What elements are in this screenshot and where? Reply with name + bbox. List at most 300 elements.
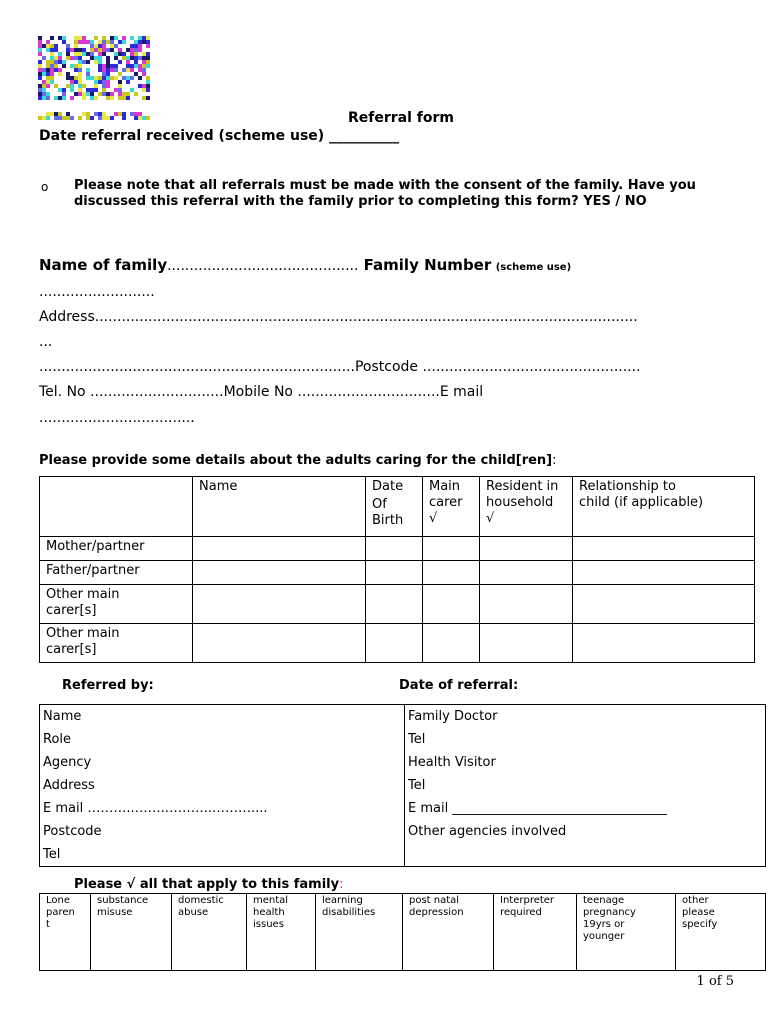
- main-carer-cell[interactable]: [423, 537, 480, 561]
- resident-cell[interactable]: [480, 537, 573, 561]
- table-row: [40, 585, 755, 624]
- logo-pixel: [78, 36, 82, 40]
- logo-pixel: [78, 84, 82, 88]
- logo-pixel: [98, 52, 102, 56]
- logo-pixel: [70, 40, 74, 44]
- referrer-name-field[interactable]: Name: [43, 709, 82, 724]
- logo-pixel: [146, 88, 150, 92]
- logo-pixel: [38, 36, 42, 40]
- apply-checkbox-cell[interactable]: [494, 894, 577, 971]
- logo-pixel: [122, 88, 126, 92]
- apply-cell-label: 19yrs or: [583, 919, 625, 930]
- apply-cell-label: Interpreter: [500, 895, 555, 906]
- logo-pixel: [66, 116, 70, 120]
- logo-pixel: [62, 116, 66, 120]
- resident-line: household: [486, 495, 554, 510]
- logo-pixel: [138, 44, 142, 48]
- logo-pixel: [90, 96, 94, 100]
- logo-pixel: [142, 56, 146, 60]
- logo-pixel: [86, 92, 90, 96]
- logo-pixel: [86, 52, 90, 56]
- logo-pixel: [74, 92, 78, 96]
- postcode-field[interactable]: .......................................................................Postcode .................................................: [39, 359, 641, 375]
- logo-pixel: [146, 60, 150, 64]
- logo-pixel: [102, 52, 106, 56]
- apply-checkbox-cell[interactable]: [403, 894, 494, 971]
- table-header-row: [40, 477, 755, 537]
- logo-pixel: [106, 84, 110, 88]
- logo-pixel: [54, 76, 58, 80]
- logo-pixel: [46, 80, 50, 84]
- logo-pixel: [58, 96, 62, 100]
- logo-pixel: [110, 116, 114, 120]
- logo-pixel: [138, 56, 142, 60]
- table-row: [40, 624, 755, 663]
- logo-pixel: [118, 60, 122, 64]
- resident-line: Resident in: [486, 479, 559, 494]
- name-cell[interactable]: [193, 537, 366, 561]
- logo-pixel: [58, 112, 62, 116]
- logo-pixel: [98, 92, 102, 96]
- logo-pixel: [38, 84, 42, 88]
- logo-pixel: [130, 40, 134, 44]
- referrer-email-field[interactable]: E mail ………..…….………..………....: [43, 801, 268, 816]
- row-label-line: Other main: [46, 587, 120, 602]
- adults-heading: [39, 453, 557, 468]
- logo-pixel: [114, 52, 118, 56]
- logo-pixel: [110, 36, 114, 40]
- referrer-agency-field[interactable]: Agency: [43, 755, 92, 770]
- logo-pixel: [62, 64, 66, 68]
- referrer-tel-field[interactable]: Tel: [43, 847, 61, 862]
- apply-cell-label: substance: [97, 895, 149, 906]
- logo-pixel: [42, 84, 46, 88]
- logo-pixel: [118, 84, 122, 88]
- logo-pixel: [130, 44, 134, 48]
- logo-pixel: [134, 92, 138, 96]
- logo-pixel: [54, 112, 58, 116]
- logo-pixel: [98, 88, 102, 92]
- logo-pixel: [114, 96, 118, 100]
- logo-pixel: [114, 56, 118, 60]
- logo-pixel: [50, 56, 54, 60]
- doctor-tel-field[interactable]: Tel: [408, 732, 426, 747]
- family-number-field[interactable]: ..........................: [39, 284, 155, 300]
- logo-pixel: [90, 44, 94, 48]
- logo-pixel: [110, 40, 114, 44]
- row-label-line: Other main: [46, 626, 120, 641]
- relationship-cell[interactable]: [573, 561, 755, 585]
- logo-pixel: [86, 76, 90, 80]
- logo-pixel: [118, 48, 122, 52]
- apply-cell-label: paren: [46, 907, 75, 918]
- dob-cell[interactable]: [366, 624, 423, 663]
- col-name-header: Name: [193, 477, 366, 537]
- logo-pixel: [134, 60, 138, 64]
- logo-pixel: [146, 76, 150, 80]
- logo-pixel: [46, 68, 50, 72]
- logo-pixel: [98, 112, 102, 116]
- logo-pixel: [114, 68, 118, 72]
- logo-pixel: [38, 72, 42, 76]
- family-name-line: [39, 256, 571, 274]
- logo-pixel: [50, 44, 54, 48]
- logo-pixel: [66, 84, 70, 88]
- logo-pixel: [54, 60, 58, 64]
- contact-email-field[interactable]: E mail _________________________________: [408, 801, 667, 816]
- logo-pixel: [82, 36, 86, 40]
- dob-cell[interactable]: [366, 537, 423, 561]
- resident-cell[interactable]: [480, 624, 573, 663]
- logo-pixel: [118, 52, 122, 56]
- logo-pixel: [134, 116, 138, 120]
- logo-pixel: [134, 48, 138, 52]
- logo-pixel: [138, 36, 142, 40]
- logo-pixel: [98, 44, 102, 48]
- date-of-referral-label: Date of referral:: [399, 678, 519, 693]
- row-label: [40, 624, 193, 663]
- logo-pixel: [114, 76, 118, 80]
- apply-cell-label: misuse: [97, 907, 133, 918]
- logo-pixel: [126, 96, 130, 100]
- logo-pixel: [102, 68, 106, 72]
- logo-pixel: [142, 40, 146, 44]
- main-carer-cell[interactable]: [423, 561, 480, 585]
- apply-cell-label: specify: [682, 919, 718, 930]
- logo-pixel: [74, 64, 78, 68]
- logo-pixel: [58, 52, 62, 56]
- logo-pixel: [110, 68, 114, 72]
- logo-pixel: [102, 64, 106, 68]
- family-name-field[interactable]: ...........................................: [167, 258, 359, 274]
- logo-pixel: [78, 72, 82, 76]
- family-contacts-cell: [405, 705, 766, 867]
- logo-pixel: [102, 72, 106, 76]
- logo-pixel: [50, 112, 54, 116]
- resident-cell[interactable]: [480, 585, 573, 624]
- apply-checkbox-cell[interactable]: [172, 894, 247, 971]
- row-label: Mother/partner: [40, 537, 193, 561]
- logo-pixel: [42, 88, 46, 92]
- tel-mobile-email-field[interactable]: Tel. No ..............................Mobile No ................................E mail: [39, 384, 484, 400]
- logo-pixel: [82, 92, 86, 96]
- logo-pixel: [86, 48, 90, 52]
- apply-cell-label: mental: [253, 895, 289, 906]
- logo-pixel: [58, 36, 62, 40]
- apply-cell-label: t: [46, 919, 50, 930]
- logo-pixel: [114, 64, 118, 68]
- logo-pixel: [142, 88, 146, 92]
- logo-pixel: [134, 72, 138, 76]
- logo-pixel: [54, 116, 58, 120]
- logo-pixel: [102, 48, 106, 52]
- logo-pixel: [142, 68, 146, 72]
- logo-pixel: [146, 36, 150, 40]
- logo-pixel: [82, 40, 86, 44]
- logo-pixel: [78, 116, 82, 120]
- logo-pixel: [70, 80, 74, 84]
- referrer-postcode-field[interactable]: Postcode: [43, 824, 102, 839]
- apply-cell-label: required: [500, 907, 542, 918]
- logo-pixel: [42, 68, 46, 72]
- email-cont-field[interactable]: ...................................: [39, 410, 195, 426]
- logo-pixel: [142, 52, 146, 56]
- logo-pixel: [110, 48, 114, 52]
- logo-pixel: [54, 96, 58, 100]
- resident-cell[interactable]: [480, 561, 573, 585]
- logo-pixel: [46, 60, 50, 64]
- logo-pixel: [98, 60, 102, 64]
- logo-pixel: [90, 92, 94, 96]
- logo-pixel: [46, 64, 50, 68]
- resident-line: √: [486, 511, 495, 526]
- hv-tel-field[interactable]: Tel: [408, 778, 426, 793]
- logo-pixel: [106, 60, 110, 64]
- logo-pixel: [90, 56, 94, 60]
- apply-checkbox-cell[interactable]: [247, 894, 316, 971]
- logo-pixel: [46, 44, 50, 48]
- logo-pixel: [46, 40, 50, 44]
- logo-pixel: [134, 52, 138, 56]
- logo-pixel: [138, 116, 142, 120]
- logo-pixel: [46, 84, 50, 88]
- logo-pixel: [66, 52, 70, 56]
- logo-pixel: [50, 52, 54, 56]
- logo-pixel: [90, 40, 94, 44]
- logo-pixel: [94, 56, 98, 60]
- logo-pixel: [50, 84, 54, 88]
- logo-pixel: [42, 76, 46, 80]
- logo-pixel: [86, 88, 90, 92]
- logo-pixel: [142, 84, 146, 88]
- referrer-role-field[interactable]: Role: [43, 732, 72, 747]
- name-cell[interactable]: [193, 561, 366, 585]
- referrer-details-cell: [40, 705, 405, 867]
- logo-pixel: [102, 80, 106, 84]
- logo-pixel: [114, 44, 118, 48]
- logo-pixel: [138, 112, 142, 116]
- logo-pixel: [74, 48, 78, 52]
- apply-heading: [74, 877, 344, 892]
- logo-pixel: [78, 68, 82, 72]
- logo-pixel: [122, 112, 126, 116]
- apply-checkbox-cell[interactable]: [40, 894, 91, 971]
- logo-pixel: [78, 92, 82, 96]
- apply-cell-label: depression: [409, 907, 464, 918]
- logo-pixel: [122, 68, 126, 72]
- logo-pixel: [94, 60, 98, 64]
- logo-pixel: [74, 52, 78, 56]
- logo-pixel: [38, 68, 42, 72]
- row-label-line: carer[s]: [46, 642, 97, 657]
- logo-pixel: [50, 68, 54, 72]
- logo-pixel: [42, 72, 46, 76]
- logo-pixel: [102, 44, 106, 48]
- main-carer-cell[interactable]: [423, 624, 480, 663]
- logo-pixel: [70, 64, 74, 68]
- apply-cell-label: teenage: [583, 895, 625, 906]
- logo-pixel: [98, 56, 102, 60]
- logo-pixel: [102, 116, 106, 120]
- logo-pixel: [62, 44, 66, 48]
- logo-pixel: [130, 36, 134, 40]
- family-doctor-field[interactable]: Family Doctor: [408, 709, 498, 724]
- logo-pixel: [110, 80, 114, 84]
- logo-pixel: [94, 88, 98, 92]
- logo-pixel: [50, 48, 54, 52]
- table-row: [40, 537, 755, 561]
- logo-pixel: [118, 112, 122, 116]
- logo-pixel: [62, 36, 66, 40]
- main-carer-cell[interactable]: [423, 585, 480, 624]
- dob-cell[interactable]: [366, 561, 423, 585]
- logo-pixel: [82, 60, 86, 64]
- logo-pixel: [138, 96, 142, 100]
- apply-heading-text: Please √ all that apply to this family: [74, 877, 340, 892]
- health-visitor-field[interactable]: Health Visitor: [408, 755, 496, 770]
- logo-pixel: [106, 92, 110, 96]
- logo-pixel: [94, 84, 98, 88]
- logo-pixel: [134, 64, 138, 68]
- logo-pixel: [62, 60, 66, 64]
- apply-checkbox-cell[interactable]: [316, 894, 403, 971]
- apply-checkbox-cell[interactable]: [676, 894, 766, 971]
- address-field[interactable]: Address..........................................................................................................................: [39, 309, 638, 325]
- logo-pixel: [142, 64, 146, 68]
- logo-pixel: [134, 80, 138, 84]
- apply-checkbox-cell[interactable]: [91, 894, 172, 971]
- name-cell[interactable]: [193, 624, 366, 663]
- logo-pixel: [126, 116, 130, 120]
- logo-pixel: [70, 76, 74, 80]
- family-number-label: Family Number: [358, 256, 492, 274]
- logo-pixel: [82, 64, 86, 68]
- logo-pixel: [74, 56, 78, 60]
- logo-pixel: [146, 116, 150, 120]
- logo-pixel: [46, 116, 50, 120]
- logo-pixel: [122, 96, 126, 100]
- logo-pixel: [130, 48, 134, 52]
- logo-pixel: [62, 40, 66, 44]
- apply-table: [39, 893, 766, 971]
- logo-pixel: [70, 56, 74, 60]
- logo-pixel: [78, 80, 82, 84]
- logo-pixel: [118, 80, 122, 84]
- logo-pixel: [58, 92, 62, 96]
- logo-pixel: [58, 60, 62, 64]
- row-label-line: carer[s]: [46, 603, 97, 618]
- logo-pixel: [102, 40, 106, 44]
- col-resident-header: [480, 477, 573, 537]
- adults-heading-colon: :: [552, 453, 557, 468]
- logo-pixel: [54, 44, 58, 48]
- logo-pixel: [138, 76, 142, 80]
- logo-pixel: [78, 112, 82, 116]
- logo-pixel: [106, 56, 110, 60]
- logo-pixel: [90, 52, 94, 56]
- logo-pixel: [38, 40, 42, 44]
- logo-pixel: [54, 68, 58, 72]
- logo-pixel: [130, 52, 134, 56]
- logo-pixel: [78, 76, 82, 80]
- relationship-cell[interactable]: [573, 537, 755, 561]
- blank-header-cell: [40, 477, 193, 537]
- logo-pixel: [70, 84, 74, 88]
- logo-pixel: [114, 48, 118, 52]
- logo-pixel: [122, 40, 126, 44]
- logo-pixel: [126, 92, 130, 96]
- logo-pixel: [54, 84, 58, 88]
- main-carer-line: carer: [429, 495, 463, 510]
- logo-pixel: [54, 48, 58, 52]
- logo-pixel: [94, 80, 98, 84]
- logo-pixel: [142, 48, 146, 52]
- relationship-line: child (if applicable): [579, 495, 704, 510]
- logo-pixel: [46, 48, 50, 52]
- logo-pixel: [78, 52, 82, 56]
- dob-cell[interactable]: [366, 585, 423, 624]
- logo-pixel: [82, 72, 86, 76]
- logo-pixel: [82, 52, 86, 56]
- logo-pixel: [146, 80, 150, 84]
- apply-cell-label: post natal: [409, 895, 460, 906]
- logo-pixel: [66, 44, 70, 48]
- logo-pixel: [74, 68, 78, 72]
- relationship-cell[interactable]: [573, 624, 755, 663]
- referrer-address-field[interactable]: Address: [43, 778, 95, 793]
- logo-pixel: [134, 112, 138, 116]
- adults-table: [39, 476, 755, 663]
- apply-checkbox-cell[interactable]: [577, 894, 676, 971]
- logo-pixel: [130, 64, 134, 68]
- logo-pixel: [66, 76, 70, 80]
- relationship-cell[interactable]: [573, 585, 755, 624]
- logo-pixel: [118, 76, 122, 80]
- logo-pixel: [58, 72, 62, 76]
- logo-pixel: [122, 36, 126, 40]
- logo-pixel: [102, 112, 106, 116]
- logo-pixel: [46, 92, 50, 96]
- logo-pixel: [38, 96, 42, 100]
- logo-pixel: [110, 84, 114, 88]
- col-relationship-header: [573, 477, 755, 537]
- logo-pixel: [50, 36, 54, 40]
- logo-pixel: [142, 116, 146, 120]
- logo-pixel: [50, 64, 54, 68]
- apply-cell-label: other: [682, 895, 709, 906]
- apply-cell-label: issues: [253, 919, 284, 930]
- address-cont-field[interactable]: ...: [39, 334, 53, 350]
- logo-pixel: [106, 96, 110, 100]
- logo-pixel: [82, 48, 86, 52]
- logo-pixel: [58, 88, 62, 92]
- apply-cell-label: younger: [583, 931, 625, 942]
- logo-pixel: [126, 68, 130, 72]
- logo-pixel: [94, 112, 98, 116]
- logo-pixel: [70, 88, 74, 92]
- logo-pixel: [118, 72, 122, 76]
- name-cell[interactable]: [193, 585, 366, 624]
- logo-pixel: [146, 96, 150, 100]
- logo-pixel: [106, 64, 110, 68]
- page-number: 1 of 5: [696, 974, 734, 989]
- other-agencies-field[interactable]: Other agencies involved: [408, 824, 567, 839]
- logo-pixel: [114, 40, 118, 44]
- logo-pixel: [66, 92, 70, 96]
- logo-pixel: [146, 84, 150, 88]
- logo-pixel: [126, 64, 130, 68]
- logo-pixel: [134, 88, 138, 92]
